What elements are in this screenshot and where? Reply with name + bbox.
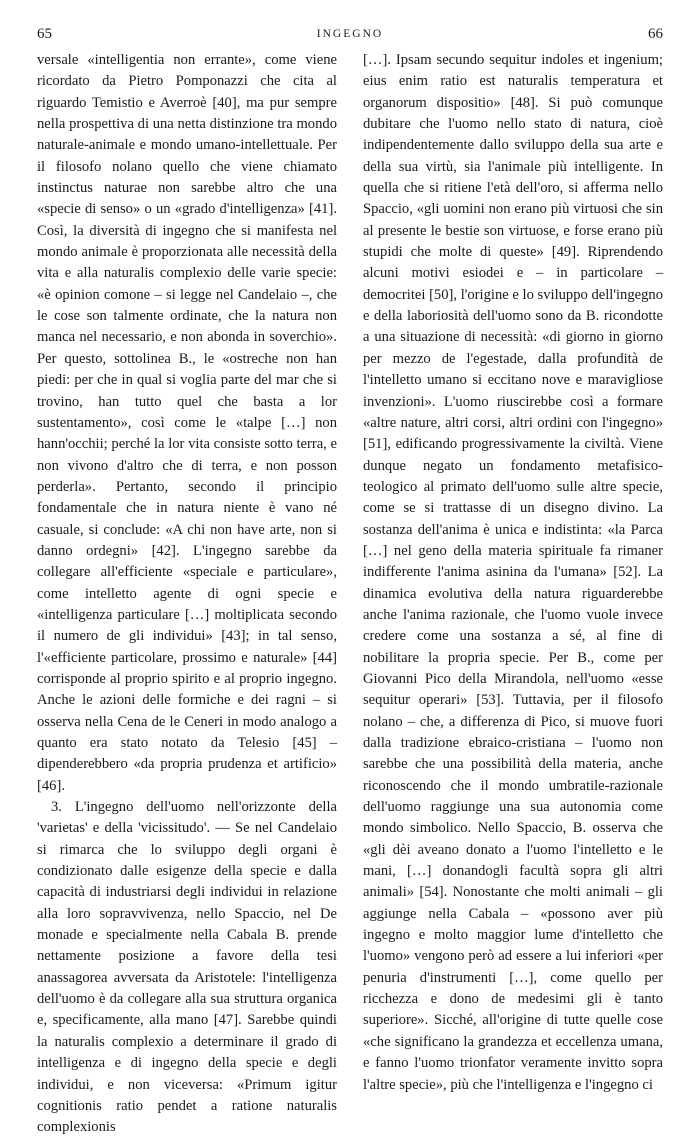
paragraph-left-2: 3. L'ingegno dell'uomo nell'orizzonte della 'varietas' e della 'vicissitudo'. — Se nel Candelaio si rimarca che lo sviluppo degli organi è condizionato dalle esigenze della specie e dalla capacità di industriarsi degli individui in relazione alla loro sopravvivenza, nello Spaccio, nel De monade e specialmente nella Cabala B. prende nettamente posizione a favore della tesi anassagorea avversata da Aristotele: l'intelligenza dell'uomo è da collegare alla sua struttura organica e, specificamente, alla mano [47]. Sarebbe quindi la naturalis complexio a determinare il grado di intelligenza e di ingegno della specie e degli individui, e non viceversa: «Primum igitur cognitionis ratio pendet a ratione naturalis complexionis: [37, 799, 337, 1136]
page-number-right: 66: [648, 26, 663, 42]
paragraph-left-1: versale «intelligentia non errante», come viene ricordato da Pietro Pomponazzi che cita al riguardo Temistio e Averroè [40], ma pur sempre nella prospettiva di una netta distinzione tra mondo naturale-animale e mondo umano-intellettuale. Per il filosofo nolano quello che viene chiamato instinctus naturae non sarebbe altro che una «specie di senso» o un «grado d'intelligenza» [41]. Così, la diversità di ingegno che si manifesta nel mondo animale è proporzionata alle necessità della vita e alla naturalis complexio delle varie specie: «è opinion comone – si legge nel Candelaio –, che le cose son talmente ordinate, che la natura non manca nel necessario, e non abonda in soverchio». Per questo, sottolinea B., le «ostreche non han piedi: per che in qual si voglia parte del mar che si trovino, han tutto quel che basta a lor sustentamento», così come le «talpe […] non hann'occhii; perché la lor vita consiste sotto terra, e non vivono d'altro che di terra, e non posson perderla». Pertanto, secondo il principio fondamentale che in natura niente è vano né casuale, si conclude: «A chi non have arte, non si danno ordegni» [42]. L'ingegno sarebbe da collegare all'efficiente «speciale e particulare», come intelletto agente di ogni specie e «intelligenza particulare […] moltiplicata secondo il numero de gli individui» [43]; in tal senso, l'«efficiente particolare, prossimo e naturale» [44] corrisponde al proprio spirito e al proprio ingegno. Anche le azioni delle formiche e dei ragni – si osserva nella Cena de le Ceneri in modo analogo a quanto era stato notato da Telesio [45] – dipenderebbero «da propria prudenza et artificio» [46].: [37, 52, 337, 794]
right-column: [363, 50, 663, 1093]
page-header: [0, 26, 700, 46]
running-title: INGEGNO: [316, 28, 384, 40]
left-column: [37, 50, 337, 1136]
page-number-left: 65: [37, 26, 52, 42]
paragraph-right-1: […]. Ipsam secundo sequitur indoles et ingenium; eius enim ratio est naturalis temperatura et organorum dispositio» [48]. Si può comunque dubitare che l'uomo nello stato di natura, cioè indipendentemente dallo sviluppo della sua arte e della sua virtù, sia l'animale più intelligente. In quella che si ritiene l'età dell'oro, si afferma nello Spaccio, «gli uomini non erano più virtuosi che sin al presente le bestie son virtuose, e forse erano più stupidi che molte di queste» [49]. Riprendendo alcuni motivi esiodei e – in particolare – democritei [50], l'origine e lo sviluppo dell'ingegno e della laboriosità dell'uomo sono da B. ricondotte a una situazione di necessità: «di giorno in giorno per mezzo de l'egestade, dalla profundità de l'intelletto umano si eccitano nove e maravigliose invenzioni». L'uomo riuscirebbe così a formare «altre nature, altri corsi, altri ordini con l'ingegno» [51], edificando progressivamente la civiltà. Viene dunque negato un fondamento metafisico-teologico al primato dell'uomo sulle altre specie, come se si trattasse di un disegno divino. La sostanza dell'anima è unica e indistinta: «la Parca […] nel geno della materia spirituale fa rimaner indifferente l'anima asinina da l'umana» [52]. La dinamica evolutiva della natura riguarderebbe anche l'anima razionale, che l'uomo vuole invece credere come una sostanza a sé, al fine di nobilitare la propria specie. Per B., come per Giovanni Pico della Mirandola, nell'uomo «esse sequitur operari» [53]. Tuttavia, per il filosofo nolano – che, a differenza di Pico, si muove fuori dalla tradizione ebraico-cristiana – l'uomo non sarebbe che una possibilità della materia, anche riconoscendo che il mondo umbratile-razionale dell'uomo raggiunge una sua autonomia come mondo simbolico. Nello Spaccio, B. osserva che «gli dèi aveano donato a l'uomo l'intelletto e le mani, […] donandogli facultà sopra gli altri animali» [54]. Nonostante che molti animali – gli aggiunge nella Cabala – «possono aver più ingegno e molto maggior lume d'intelletto che l'uomo» vengono però ad essere a lui inferiori «per penuria d'instrumenti […], come quello per ricchezza e dono de medesimi gli è tanto superiore». Sicché, all'origine di tutte quelle cose «che significano la grandezza et eccellenza umana, e fanno l'uomo trionfator veramente invitto sopra l'altre specie», più che l'intelligenza e l'ingegno ci: [363, 52, 663, 1093]
